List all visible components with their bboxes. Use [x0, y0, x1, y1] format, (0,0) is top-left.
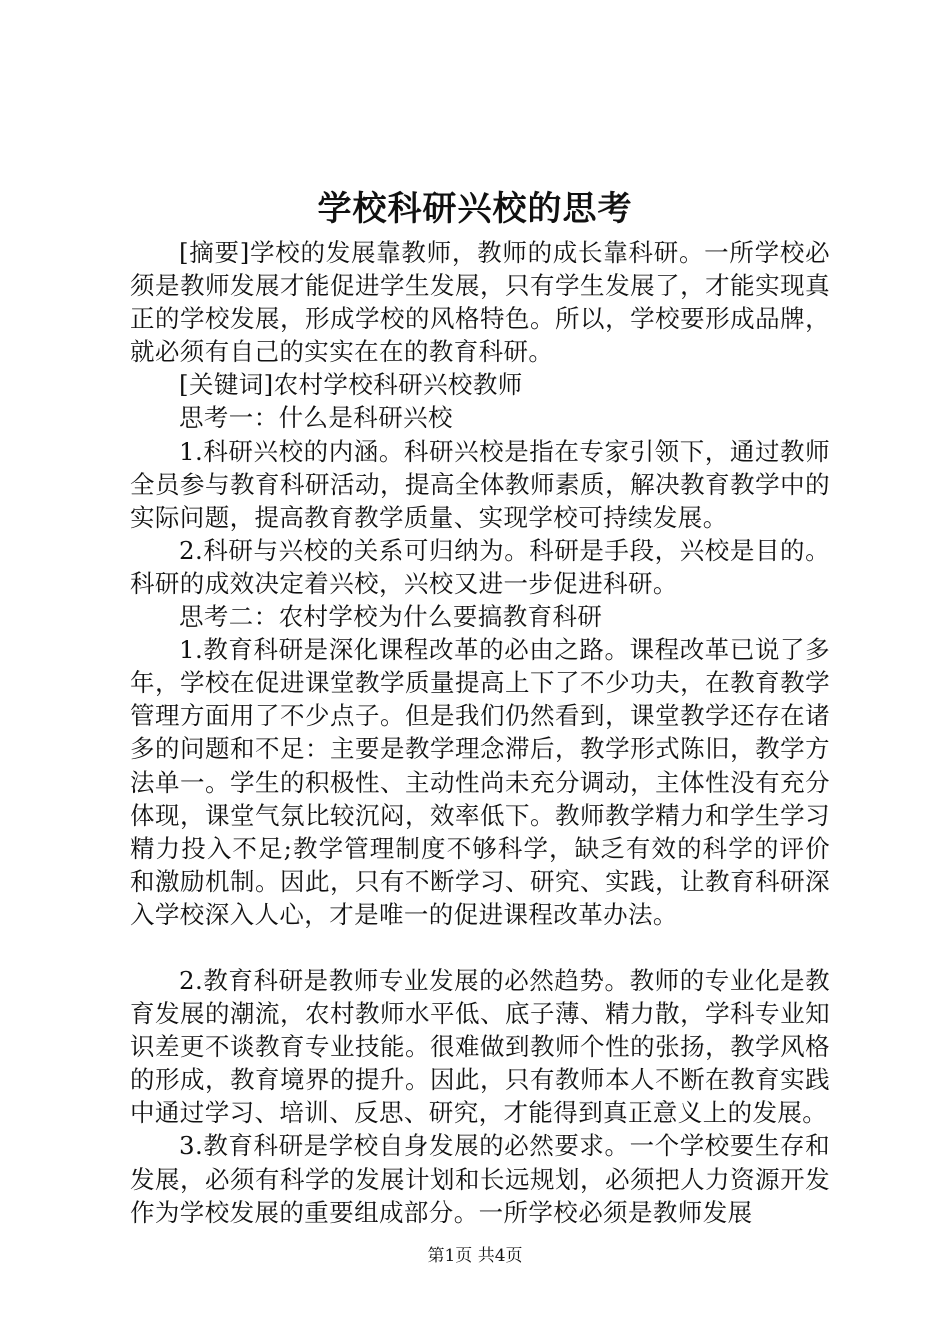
body-paragraph: 2.科研与兴校的关系可归纳为。科研是手段，兴校是目的。科研的成效决定着兴校，兴校又进一步促进科研。	[130, 535, 830, 598]
document-body	[130, 236, 830, 1229]
body-paragraph: 3.教育科研是学校自身发展的必然要求。一个学校要生存和发展，必须有科学的发展计划和长远规划，必须把人力资源开发作为学校发展的重要组成部分。一所学校必须是教师发展	[130, 1131, 830, 1227]
page-footer: 第1页 共4页	[427, 1246, 523, 1266]
body-paragraph: 1.科研兴校的内涵。科研兴校是指在专家引领下，通过教师全员参与教育科研活动，提高全体教师素质，解决教育教学中的实际问题，提高教育教学质量、实现学校可持续发展。	[130, 436, 830, 532]
keywords-paragraph: [关键词]农村学校科研兴校教师	[179, 370, 523, 400]
document-title: 学校科研兴校的思考	[317, 189, 633, 229]
section-heading-1: 思考一：什么是科研兴校	[179, 403, 453, 433]
abstract-paragraph: [摘要]学校的发展靠教师，教师的成长靠科研。一所学校必须是教师发展才能促进学生发展，只有学生发展了，才能实现真正的学校发展，形成学校的风格特色。所以，学校要形成品牌，就必须有自己的实实在在的教育科研。	[130, 238, 830, 367]
body-paragraph: 2.教育科研是教师专业发展的必然趋势。教师的专业化是教育发展的潮流，农村教师水平低、底子薄、精力散，学科专业知识差更不谈教育专业技能。很难做到教师个性的张扬，教学风格的形成，教育境界的提升。因此，只有教师本人不断在教育实践中通过学习、培训、反思、研究，才能得到真正意义上的发展。	[130, 965, 830, 1128]
section-heading-2: 思考二：农村学校为什么要搞教育科研	[179, 602, 603, 632]
body-paragraph: 1.教育科研是深化课程改革的必由之路。课程改革已说了多年，学校在促进课堂教学质量提高上下了不少功夫，在教育教学管理方面用了不少点子。但是我们仍然看到，课堂教学还存在诸多的问题和不足：主要是教学理念滞后，教学形式陈旧，教学方法单一。学生的积极性、主动性尚未充分调动，主体性没有充分体现，课堂气氛比较沉闷，效率低下。教师教学精力和学生学习精力投入不足;教学管理制度不够科学，缺乏有效的科学的评价和激励机制。因此，只有不断学习、研究、实践，让教育科研深入学校深入人心，才是唯一的促进课程改革办法。	[130, 635, 830, 929]
